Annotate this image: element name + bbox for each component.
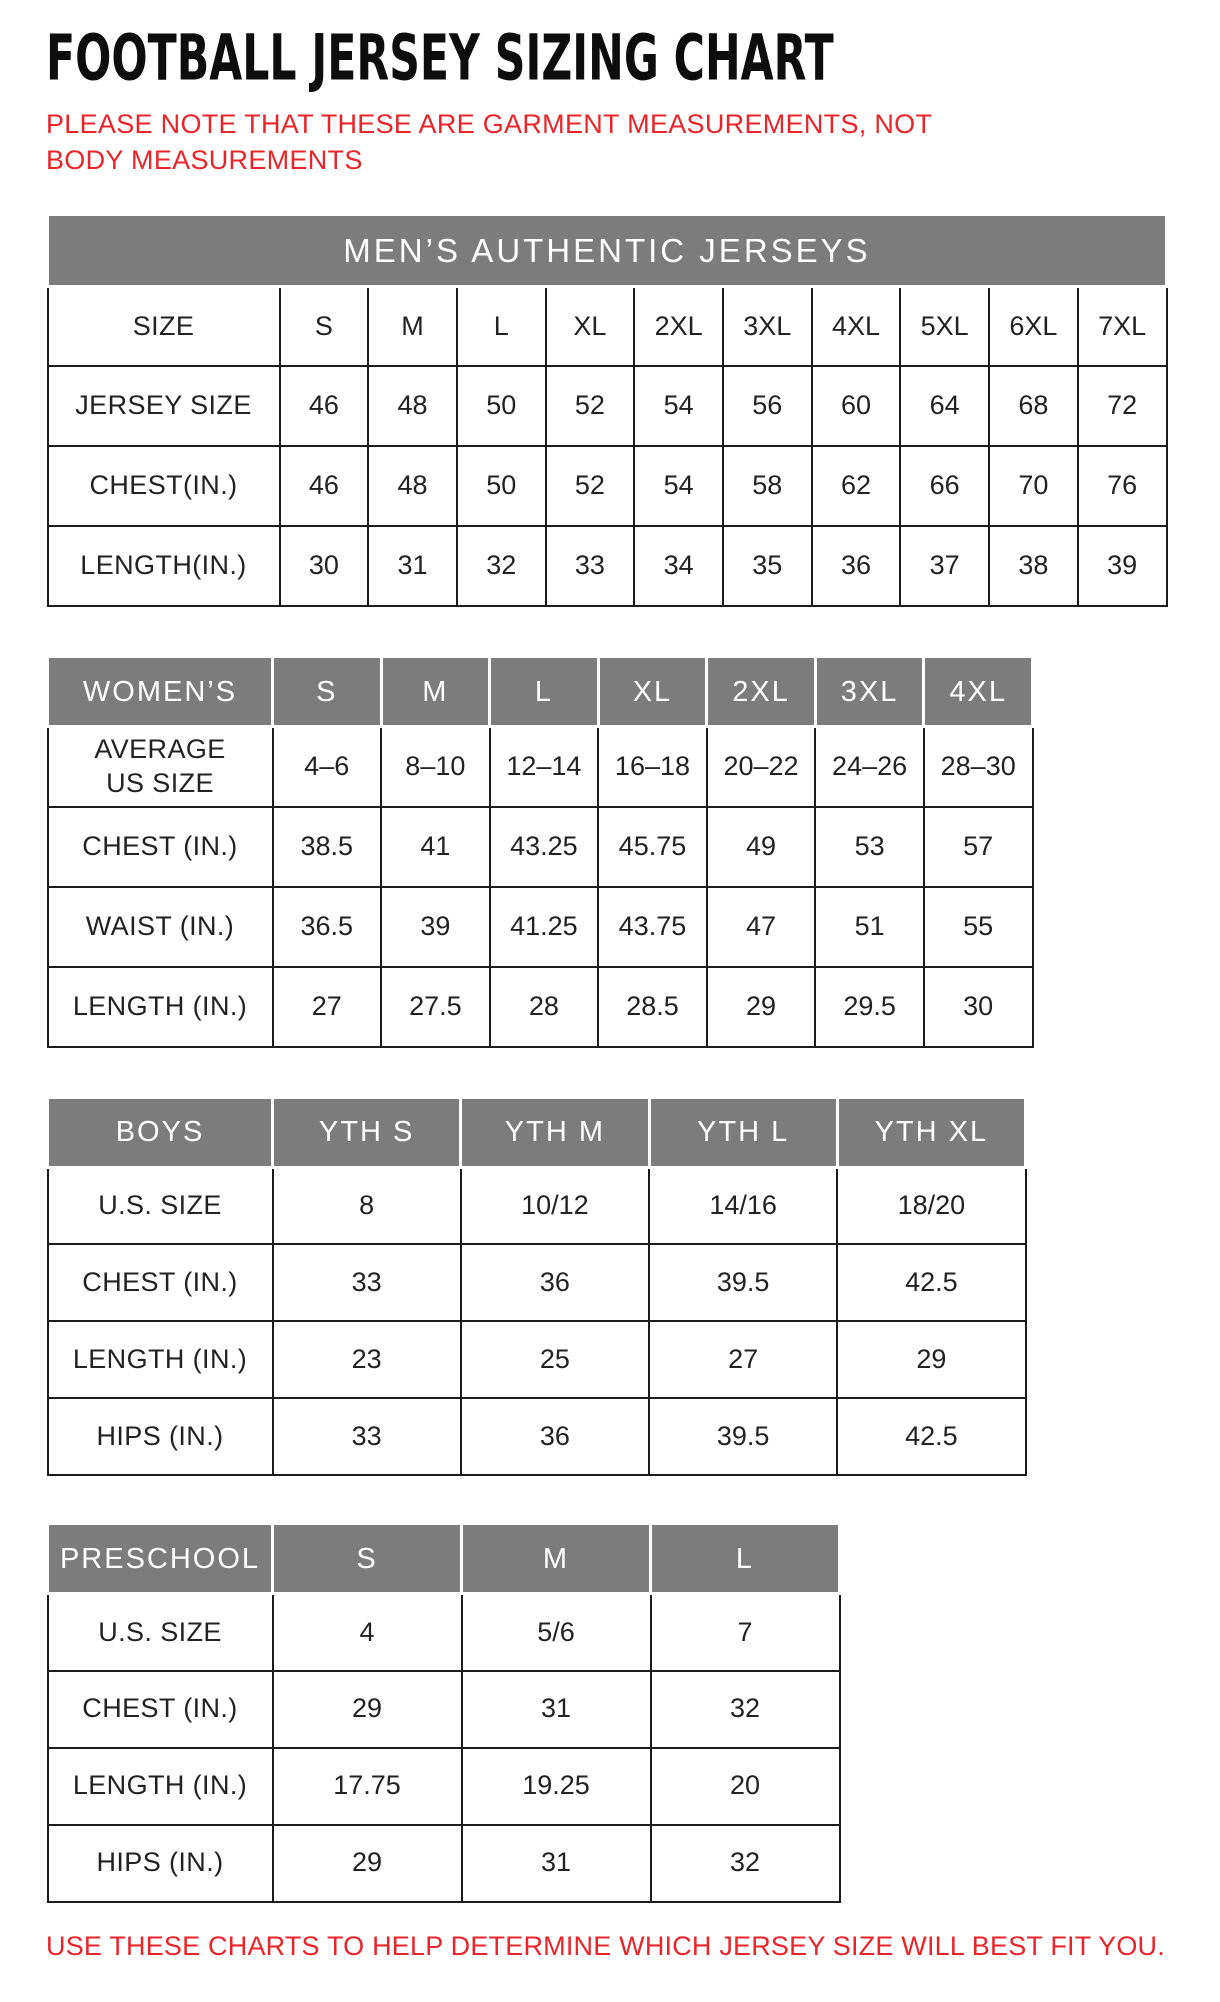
- size-value: 76: [1078, 446, 1167, 526]
- boys-jerseys-table: [46, 1096, 1027, 1477]
- size-value: 8–10: [381, 727, 490, 807]
- size-value: 36: [812, 526, 901, 606]
- size-value: 46: [280, 446, 369, 526]
- size-column-header: YTH XL: [837, 1097, 1025, 1167]
- size-value: 7XL: [1078, 286, 1167, 366]
- table-row: [48, 1321, 1026, 1398]
- size-value: 29: [707, 967, 816, 1047]
- size-value: 36: [461, 1244, 649, 1321]
- size-value: 32: [457, 526, 546, 606]
- table-row: [48, 1167, 1026, 1244]
- size-value: 35: [723, 526, 812, 606]
- mens-jerseys-table: [46, 213, 1168, 608]
- size-column-header: M: [462, 1524, 651, 1594]
- table-row: [48, 1748, 840, 1825]
- size-value: 37: [900, 526, 989, 606]
- size-value: 41.25: [490, 887, 599, 967]
- size-value: S: [280, 286, 369, 366]
- size-value: 43.75: [598, 887, 707, 967]
- size-value: 33: [546, 526, 635, 606]
- size-value: 52: [546, 446, 635, 526]
- size-value: 56: [723, 366, 812, 446]
- size-value: 7: [651, 1594, 840, 1671]
- size-value: 8: [273, 1167, 461, 1244]
- size-value: 60: [812, 366, 901, 446]
- table-header-row: [48, 657, 1033, 727]
- size-value: 66: [900, 446, 989, 526]
- table-row: [48, 1825, 840, 1902]
- preschool-jerseys-table: [46, 1522, 841, 1903]
- size-column-header: L: [490, 657, 599, 727]
- size-column-header: YTH M: [461, 1097, 649, 1167]
- size-value: 48: [368, 366, 457, 446]
- row-label: [48, 727, 273, 807]
- size-value: 43.25: [490, 807, 599, 887]
- row-label: LENGTH (IN.): [48, 1321, 273, 1398]
- size-value: 5/6: [462, 1594, 651, 1671]
- footer-note: USE THESE CHARTS TO HELP DETERMINE WHICH JERSEY SIZE WILL BEST FIT YOU.: [46, 1930, 1165, 1961]
- size-value: 19.25: [462, 1748, 651, 1825]
- size-value: 14/16: [649, 1167, 837, 1244]
- size-value: 39: [381, 887, 490, 967]
- size-value: 53: [815, 807, 924, 887]
- table-row: [48, 286, 1167, 366]
- size-value: 32: [651, 1825, 840, 1902]
- size-value: 64: [900, 366, 989, 446]
- size-value: 39.5: [649, 1244, 837, 1321]
- womens-table-title: WOMEN’S: [48, 657, 273, 727]
- size-value: 4: [273, 1594, 462, 1671]
- row-label: WAIST (IN.): [48, 887, 273, 967]
- size-value: 27: [649, 1321, 837, 1398]
- boys-table-title: BOYS: [48, 1097, 273, 1167]
- size-value: 27.5: [381, 967, 490, 1047]
- size-value: 29: [273, 1825, 462, 1902]
- row-label: HIPS (IN.): [48, 1398, 273, 1475]
- size-value: 20–22: [707, 727, 816, 807]
- size-column-header: YTH S: [273, 1097, 461, 1167]
- size-value: L: [457, 286, 546, 366]
- size-value: 58: [723, 446, 812, 526]
- preschool-table-title: PRESCHOOL: [48, 1524, 273, 1594]
- row-label: LENGTH(IN.): [48, 526, 280, 606]
- page-title: FOOTBALL JERSEY SIZING CHART: [46, 22, 834, 96]
- womens-jerseys-table: [46, 655, 1034, 1048]
- size-value: 45.75: [598, 807, 707, 887]
- size-value: 50: [457, 366, 546, 446]
- size-value: 48: [368, 446, 457, 526]
- size-value: 46: [280, 366, 369, 446]
- size-value: 47: [707, 887, 816, 967]
- row-label: HIPS (IN.): [48, 1825, 273, 1902]
- size-value: 70: [989, 446, 1078, 526]
- size-value: 51: [815, 887, 924, 967]
- table-row: [48, 727, 1033, 807]
- size-column-header: M: [381, 657, 490, 727]
- size-value: 28.5: [598, 967, 707, 1047]
- size-column-header: 2XL: [707, 657, 816, 727]
- size-value: 4XL: [812, 286, 901, 366]
- size-value: 32: [651, 1671, 840, 1748]
- size-value: 41: [381, 807, 490, 887]
- row-label: CHEST (IN.): [48, 807, 273, 887]
- table-row: [48, 807, 1033, 887]
- row-label: CHEST (IN.): [48, 1671, 273, 1748]
- size-value: 24–26: [815, 727, 924, 807]
- table-row: [48, 967, 1033, 1047]
- size-column-header: XL: [598, 657, 707, 727]
- row-label: CHEST(IN.): [48, 446, 280, 526]
- size-value: 3XL: [723, 286, 812, 366]
- row-label: LENGTH (IN.): [48, 967, 273, 1047]
- size-value: 54: [634, 366, 723, 446]
- size-value: 30: [280, 526, 369, 606]
- size-value: 28–30: [924, 727, 1033, 807]
- size-value: 34: [634, 526, 723, 606]
- table-row: [48, 887, 1033, 967]
- size-value: 28: [490, 967, 599, 1047]
- size-value: 55: [924, 887, 1033, 967]
- size-value: 31: [462, 1671, 651, 1748]
- size-value: 50: [457, 446, 546, 526]
- size-value: 29: [273, 1671, 462, 1748]
- size-value: XL: [546, 286, 635, 366]
- table-row: [48, 1671, 840, 1748]
- table-row: [48, 1398, 1026, 1475]
- table-caption-row: [48, 214, 1167, 286]
- size-value: 5XL: [900, 286, 989, 366]
- mens-table-title: MEN’S AUTHENTIC JERSEYS: [48, 214, 1167, 286]
- size-value: 6XL: [989, 286, 1078, 366]
- row-label: SIZE: [48, 286, 280, 366]
- size-value: 42.5: [837, 1244, 1025, 1321]
- row-label: LENGTH (IN.): [48, 1748, 273, 1825]
- size-value: 52: [546, 366, 635, 446]
- size-value: 29.5: [815, 967, 924, 1047]
- row-label: U.S. SIZE: [48, 1594, 273, 1671]
- size-column-header: 3XL: [815, 657, 924, 727]
- size-value: 25: [461, 1321, 649, 1398]
- table-header-row: [48, 1524, 840, 1594]
- size-value: 54: [634, 446, 723, 526]
- garment-measurement-note: PLEASE NOTE THAT THESE ARE GARMENT MEASUREMENTS, NOT BODY MEASUREMENTS: [46, 108, 932, 176]
- size-value: 68: [989, 366, 1078, 446]
- size-column-header: S: [273, 657, 382, 727]
- size-value: 38.5: [273, 807, 382, 887]
- size-value: 72: [1078, 366, 1167, 446]
- size-value: 10/12: [461, 1167, 649, 1244]
- row-label: U.S. SIZE: [48, 1167, 273, 1244]
- size-column-header: L: [651, 1524, 840, 1594]
- size-value: 27: [273, 967, 382, 1047]
- table-row: [48, 366, 1167, 446]
- size-value: 23: [273, 1321, 461, 1398]
- size-value: 2XL: [634, 286, 723, 366]
- table-row: [48, 526, 1167, 606]
- size-value: 33: [273, 1244, 461, 1321]
- size-value: 29: [837, 1321, 1025, 1398]
- size-value: 49: [707, 807, 816, 887]
- size-value: 62: [812, 446, 901, 526]
- size-value: 36: [461, 1398, 649, 1475]
- size-value: 12–14: [490, 727, 599, 807]
- size-value: M: [368, 286, 457, 366]
- size-value: 42.5: [837, 1398, 1025, 1475]
- table-row: [48, 1244, 1026, 1321]
- table-row: [48, 1594, 840, 1671]
- size-value: 4–6: [273, 727, 382, 807]
- size-value: 39: [1078, 526, 1167, 606]
- size-value: 18/20: [837, 1167, 1025, 1244]
- size-column-header: S: [273, 1524, 462, 1594]
- size-value: 30: [924, 967, 1033, 1047]
- size-value: 16–18: [598, 727, 707, 807]
- table-header-row: [48, 1097, 1026, 1167]
- row-label: CHEST (IN.): [48, 1244, 273, 1321]
- size-value: 20: [651, 1748, 840, 1825]
- row-label: JERSEY SIZE: [48, 366, 280, 446]
- size-value: 17.75: [273, 1748, 462, 1825]
- size-value: 57: [924, 807, 1033, 887]
- size-value: 39.5: [649, 1398, 837, 1475]
- size-value: 36.5: [273, 887, 382, 967]
- size-value: 31: [462, 1825, 651, 1902]
- size-column-header: YTH L: [649, 1097, 837, 1167]
- size-value: 33: [273, 1398, 461, 1475]
- size-column-header: 4XL: [924, 657, 1033, 727]
- table-row: [48, 446, 1167, 526]
- size-value: 31: [368, 526, 457, 606]
- row-label-text: AVERAGE US SIZE: [94, 734, 226, 798]
- size-value: 38: [989, 526, 1078, 606]
